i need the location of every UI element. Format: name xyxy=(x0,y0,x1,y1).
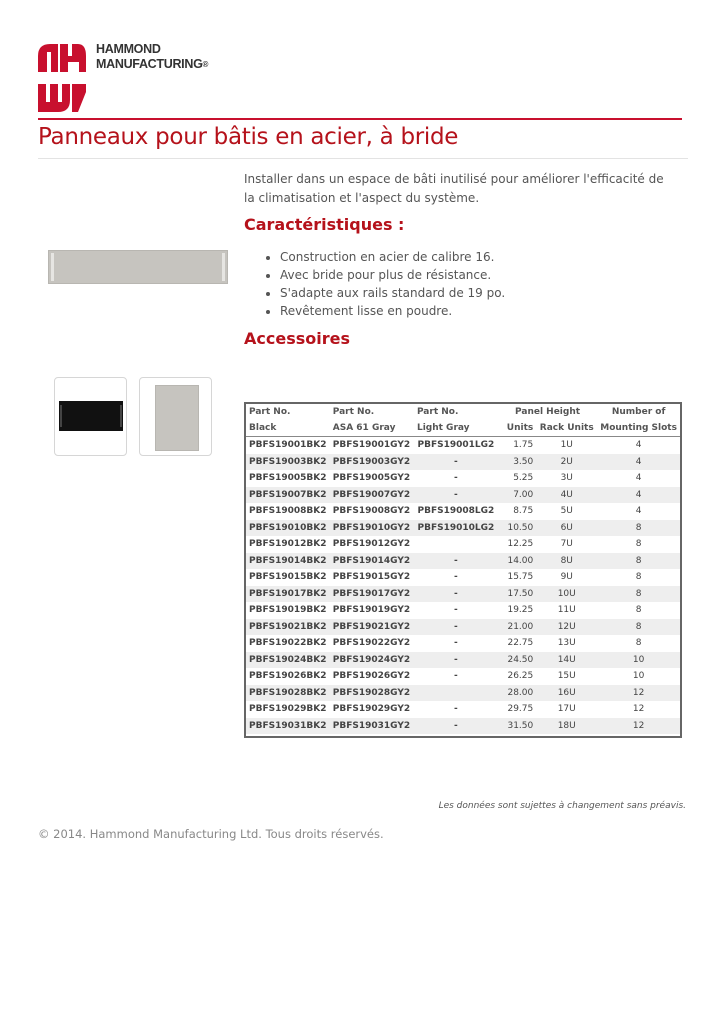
cell-part-gray: PBFS19028GY2 xyxy=(332,687,411,698)
cell-rack-units: 12U xyxy=(557,621,576,632)
accessories-heading: Accessoires xyxy=(244,329,350,348)
table-row xyxy=(246,652,680,669)
cell-part-gray: PBFS19024GY2 xyxy=(332,654,411,665)
intro-text: Installer dans un espace de bâti inutilisé pour améliorer l'efficacité de la climatisation et l'aspect du système. xyxy=(244,172,664,205)
brand-name xyxy=(96,42,208,72)
cell-part-lightgray: - xyxy=(454,555,458,566)
cell-units: 21.00 xyxy=(507,621,534,632)
table-row xyxy=(246,569,680,586)
th-part-no-gray: Part No. xyxy=(332,407,375,417)
cell-part-black: PBFS19028BK2 xyxy=(249,687,327,698)
cell-rack-units: 1U xyxy=(560,440,573,451)
cell-units: 28.00 xyxy=(507,687,534,698)
cell-part-black: PBFS19029BK2 xyxy=(249,704,327,715)
cell-part-black: PBFS19003BK2 xyxy=(249,456,327,467)
cell-rack-units: 7U xyxy=(560,539,573,550)
table-row xyxy=(246,553,680,570)
cell-part-lightgray xyxy=(414,685,498,702)
cell-mounting-slots: 4 xyxy=(635,506,642,517)
th-asa-61-gray: ASA 61 Gray xyxy=(330,420,414,437)
cell-units: 26.25 xyxy=(507,671,534,682)
accessory-thumbnail-gray[interactable] xyxy=(139,377,212,456)
cell-mounting-slots: 8 xyxy=(635,621,642,632)
cell-rack-units: 8U xyxy=(560,555,573,566)
cell-rack-units: 6U xyxy=(560,522,573,533)
accessory-thumbnail-black[interactable] xyxy=(54,377,127,456)
cell-part-lightgray: - xyxy=(454,638,458,649)
table-row xyxy=(246,586,680,603)
cell-part-gray: PBFS19029GY2 xyxy=(332,704,411,715)
cell-part-gray: PBFS19017GY2 xyxy=(332,588,411,599)
cell-rack-units: 13U xyxy=(557,638,576,649)
black-panel-image xyxy=(59,401,123,431)
cell-rack-units: 17U xyxy=(557,704,576,715)
gray-panel-image xyxy=(155,385,199,451)
brand-name-line2: MANUFACTURING xyxy=(96,57,203,71)
cell-part-lightgray: - xyxy=(454,704,458,715)
cell-units: 5.25 xyxy=(513,473,534,484)
cell-rack-units: 5U xyxy=(560,506,573,517)
cell-part-gray: PBFS19014GY2 xyxy=(332,555,411,566)
th-part-no-lightgray: Part No. xyxy=(416,407,459,417)
cell-part-lightgray xyxy=(414,536,498,553)
cell-part-lightgray: - xyxy=(454,720,458,731)
cell-part-gray: PBFS19007GY2 xyxy=(332,489,411,500)
cell-part-lightgray: - xyxy=(454,588,458,599)
cell-mounting-slots: 12 xyxy=(632,704,645,715)
parts-table xyxy=(244,402,682,738)
cell-part-gray: PBFS19015GY2 xyxy=(332,572,411,583)
cell-units: 19.25 xyxy=(507,605,534,616)
cell-part-gray: PBFS19022GY2 xyxy=(332,638,411,649)
cell-part-lightgray: - xyxy=(454,621,458,632)
cell-part-lightgray: PBFS19010LG2 xyxy=(417,522,495,533)
cell-rack-units: 18U xyxy=(557,720,576,731)
cell-units: 31.50 xyxy=(507,720,534,731)
cell-part-black: PBFS19031BK2 xyxy=(249,720,327,731)
cell-rack-units: 15U xyxy=(557,671,576,682)
cell-part-gray: PBFS19005GY2 xyxy=(332,473,411,484)
cell-part-gray: PBFS19010GY2 xyxy=(332,522,411,533)
cell-rack-units: 9U xyxy=(560,572,573,583)
cell-part-lightgray: - xyxy=(454,489,458,500)
th-mounting-slots: Mounting Slots xyxy=(597,420,680,437)
features-list xyxy=(262,248,700,320)
cell-part-black: PBFS19012BK2 xyxy=(249,539,327,550)
cell-part-black: PBFS19019BK2 xyxy=(249,605,327,616)
cell-rack-units: 3U xyxy=(560,473,573,484)
cell-units: 15.75 xyxy=(507,572,534,583)
feature-item: • S'adapte aux rails standard de 19 po. xyxy=(280,284,700,302)
cell-part-black: PBFS19026BK2 xyxy=(249,671,327,682)
table-row xyxy=(246,685,680,702)
cell-part-lightgray: PBFS19001LG2 xyxy=(417,440,495,451)
th-rack-units: Rack Units xyxy=(536,420,597,437)
cell-units: 8.75 xyxy=(513,506,534,517)
cell-mounting-slots: 4 xyxy=(635,473,642,484)
cell-part-lightgray: - xyxy=(454,572,458,583)
cell-part-gray: PBFS19008GY2 xyxy=(332,506,411,517)
cell-part-black: PBFS19001BK2 xyxy=(249,440,327,451)
cell-units: 1.75 xyxy=(513,440,534,451)
cell-mounting-slots: 4 xyxy=(635,489,642,500)
cell-part-lightgray: PBFS19008LG2 xyxy=(417,506,495,517)
cell-rack-units: 14U xyxy=(557,654,576,665)
cell-units: 29.75 xyxy=(507,704,534,715)
cell-mounting-slots: 4 xyxy=(635,456,642,467)
cell-units: 3.50 xyxy=(513,456,534,467)
title-rule xyxy=(38,158,688,159)
cell-part-gray: PBFS19026GY2 xyxy=(332,671,411,682)
page-title: Panneaux pour bâtis en acier, à bride xyxy=(38,124,459,150)
cell-part-gray: PBFS19019GY2 xyxy=(332,605,411,616)
cell-part-black: PBFS19017BK2 xyxy=(249,588,327,599)
header-rule xyxy=(38,118,682,120)
cell-units: 7.00 xyxy=(513,489,534,500)
cell-part-gray: PBFS19003GY2 xyxy=(332,456,411,467)
cell-units: 17.50 xyxy=(507,588,534,599)
cell-rack-units: 4U xyxy=(560,489,573,500)
cell-mounting-slots: 8 xyxy=(635,572,642,583)
th-panel-height: Panel Height xyxy=(515,407,581,417)
cell-mounting-slots: 8 xyxy=(635,605,642,616)
cell-units: 22.75 xyxy=(507,638,534,649)
cell-part-black: PBFS19010BK2 xyxy=(249,522,327,533)
cell-part-lightgray: - xyxy=(454,456,458,467)
th-number-of: Number of xyxy=(611,407,666,417)
cell-mounting-slots: 12 xyxy=(632,720,645,731)
cell-part-black: PBFS19021BK2 xyxy=(249,621,327,632)
cell-rack-units: 16U xyxy=(557,687,576,698)
disclaimer: Les données sont sujettes à changement sans préavis. xyxy=(438,801,686,811)
features-heading: Caractéristiques : xyxy=(244,215,405,234)
table-row xyxy=(246,701,680,718)
cell-part-black: PBFS19007BK2 xyxy=(249,489,327,500)
cell-part-gray: PBFS19021GY2 xyxy=(332,621,411,632)
cell-part-lightgray: - xyxy=(454,671,458,682)
cell-mounting-slots: 12 xyxy=(632,687,645,698)
cell-rack-units: 2U xyxy=(560,456,573,467)
cell-mounting-slots: 8 xyxy=(635,638,642,649)
cell-rack-units: 10U xyxy=(557,588,576,599)
table-row xyxy=(246,437,680,454)
table-row xyxy=(246,470,680,487)
cell-part-lightgray: - xyxy=(454,605,458,616)
parts-table-body xyxy=(246,437,680,735)
table-row xyxy=(246,635,680,652)
registered-mark: ® xyxy=(202,60,209,69)
cell-part-black: PBFS19008BK2 xyxy=(249,506,327,517)
cell-mounting-slots: 10 xyxy=(632,671,645,682)
cell-part-black: PBFS19022BK2 xyxy=(249,638,327,649)
table-row xyxy=(246,520,680,537)
table-row xyxy=(246,503,680,520)
cell-part-black: PBFS19014BK2 xyxy=(249,555,327,566)
cell-mounting-slots: 8 xyxy=(635,522,642,533)
table-row xyxy=(246,454,680,471)
cell-rack-units: 11U xyxy=(557,605,576,616)
table-row xyxy=(246,602,680,619)
th-black: Black xyxy=(246,420,330,437)
feature-item: • Construction en acier de calibre 16. xyxy=(280,248,700,266)
brand-name-line1: HAMMOND xyxy=(96,42,161,56)
th-light-gray: Light Gray xyxy=(414,420,498,437)
table-row xyxy=(246,536,680,553)
cell-part-gray: PBFS19012GY2 xyxy=(332,539,411,550)
cell-part-gray: PBFS19001GY2 xyxy=(332,440,411,451)
cell-mounting-slots: 8 xyxy=(635,539,642,550)
table-row xyxy=(246,668,680,685)
cell-part-black: PBFS19024BK2 xyxy=(249,654,327,665)
th-part-no-black: Part No. xyxy=(249,407,291,417)
cell-units: 24.50 xyxy=(507,654,534,665)
cell-mounting-slots: 8 xyxy=(635,555,642,566)
cell-part-gray: PBFS19031GY2 xyxy=(332,720,411,731)
cell-mounting-slots: 10 xyxy=(632,654,645,665)
cell-part-lightgray: - xyxy=(454,654,458,665)
table-row xyxy=(246,619,680,636)
cell-units: 14.00 xyxy=(507,555,534,566)
cell-part-black: PBFS19005BK2 xyxy=(249,473,327,484)
copyright: © 2014. Hammond Manufacturing Ltd. Tous droits réservés. xyxy=(38,827,384,841)
cell-part-black: PBFS19015BK2 xyxy=(249,572,327,583)
table-row xyxy=(246,718,680,735)
cell-part-lightgray: - xyxy=(454,473,458,484)
feature-item: • Revêtement lisse en poudre. xyxy=(280,302,700,320)
cell-mounting-slots: 8 xyxy=(635,588,642,599)
product-image-panel xyxy=(48,250,228,284)
cell-units: 10.50 xyxy=(507,522,534,533)
cell-mounting-slots: 4 xyxy=(635,440,642,451)
th-units: Units xyxy=(498,420,536,437)
cell-units: 12.25 xyxy=(507,539,534,550)
table-row xyxy=(246,487,680,504)
feature-item: • Avec bride pour plus de résistance. xyxy=(280,266,700,284)
